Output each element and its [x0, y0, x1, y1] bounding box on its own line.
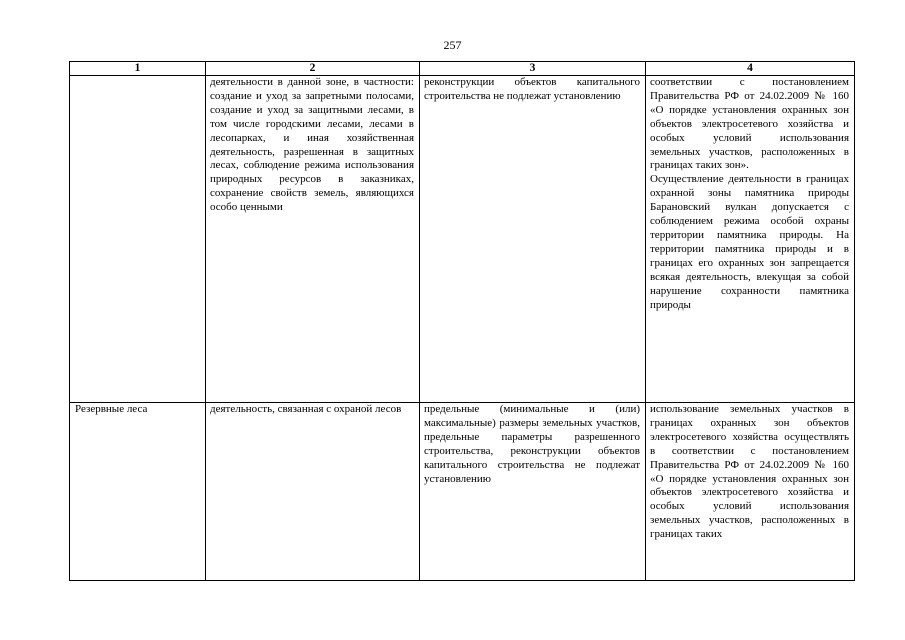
- restrictions-paragraph: использование земельных участков в границах охранных зон объектов электросетевого хозяйства осуществлять в соответствии с постановлением Правительства РФ от 24.02.2009 № 160 «О порядке установления охранных зон объектов электросетевого хозяйства и особых условий использования земельных участков, расположенных в границах таких: [650, 403, 849, 541]
- column-header-4: 4: [646, 62, 855, 76]
- cell-forest-category: [70, 76, 206, 403]
- cell-parameters: предельные (минимальные и (или) максимальные) размеры земельных участков, предельные параметры разрешенного строительства, реконструкции объектов капитального строительства не подлежат установлению: [420, 403, 646, 581]
- regulations-table: [69, 61, 855, 581]
- cell-permitted-activity: деятельность, связанная с охраной лесов: [206, 403, 420, 581]
- cell-forest-category: Резервные леса: [70, 403, 206, 581]
- column-header-2: 2: [206, 62, 420, 76]
- page-number: 257: [443, 38, 462, 52]
- column-header-3: 3: [420, 62, 646, 76]
- cell-parameters: реконструкции объектов капитального строительства не подлежат установлению: [420, 76, 646, 403]
- cell-restrictions: [646, 76, 855, 403]
- cell-restrictions: [646, 403, 855, 581]
- restrictions-paragraph: соответствии с постановлением Правительства РФ от 24.02.2009 № 160 «О порядке установления охранных зон объектов электросетевого хозяйства и особых условий использования земельных участков, расположенных в границах таких зон».: [650, 76, 849, 172]
- cell-permitted-activity: деятельности в данной зоне, в частности: создание и уход за запретными полосами, создание и уход за защитными лесами, в том числе городскими лесами, лесами в лесопарках, и иная хозяйственная деятельность, разрешенная в защитных лесах, соблюдение режима использования природных ресурсов в заказниках, сохранение свойств земель, являющихся особо ценными: [206, 76, 420, 403]
- restrictions-paragraph: Осуществление деятельности в границах охранной зоны памятника природы Барановский вулкан допускается с соблюдением режима особой охраны территории памятника природы. На территории памятника природы и в границах его охранных зон запрещается всякая деятельность, влекущая за собой нарушение сохранности памятника природы: [650, 173, 849, 311]
- table-row: [70, 403, 855, 581]
- column-header-1: 1: [70, 62, 206, 76]
- table-header-row: [70, 62, 855, 76]
- table-row: [70, 76, 855, 403]
